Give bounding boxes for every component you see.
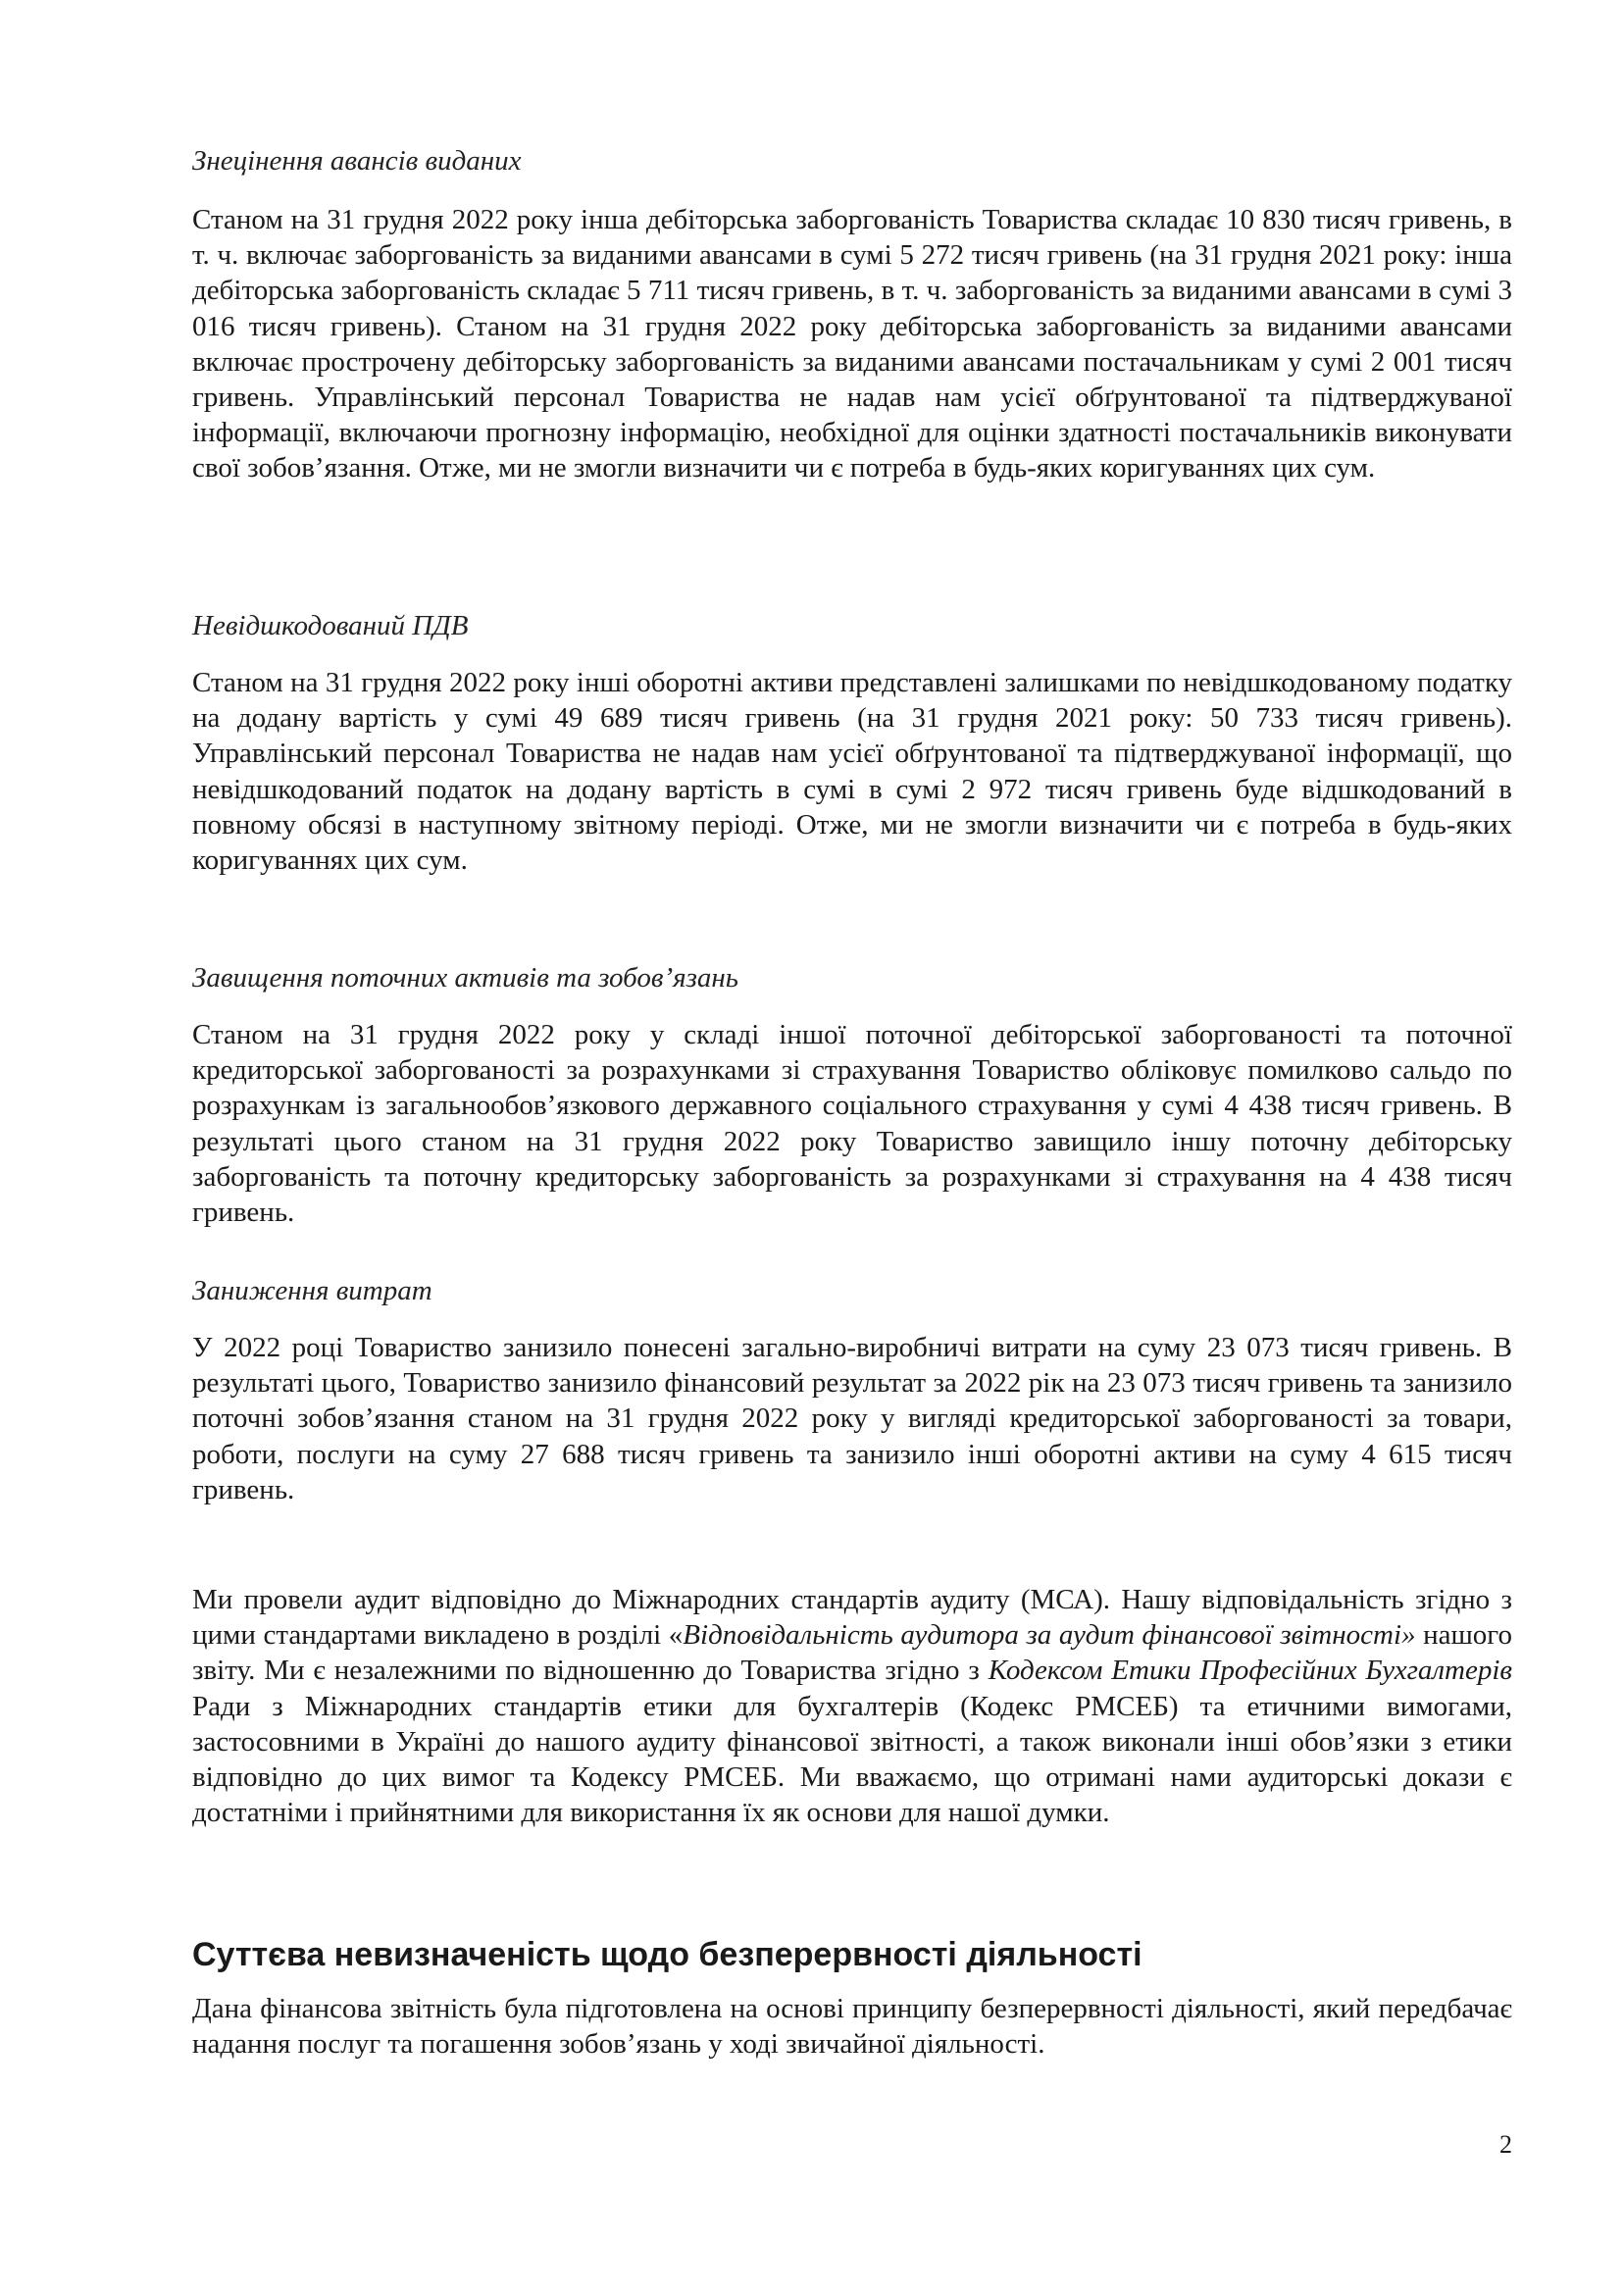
section-heading-vat: Невідшкодований ПДВ: [192, 610, 469, 641]
section-text-advances: Станом на 31 грудня 2022 року інша дебіторська заборгованість Товариства складає 10 830 тисяч гривень, в т. ч. включає заборгованість за виданими авансами в сумі 5 272 тисяч гривень (на 31 грудня 2021 року: інша дебіторська заборгованість складає 5 711 тисяч гривень, в т. ч. заборгованість за виданими авансами в сумі 3 016 тисяч гривень). Станом на 31 грудня 2022 року дебіторська заборгованість за виданими авансами включає прострочену дебіторську заборгованість за виданими авансами постачальникам у сумі 2 001 тисяч гривень. Управлінський персонал Товариства не надав нам усієї обґрунтованої та підтверджуваної інформації, включаючи прогнозну інформацію, необхідної для оцінки здатності постачальників виконувати свої зобов’язання. Отже, ми не змогли визначити чи є потреба в будь-яких коригуваннях цих сум.: [192, 204, 1512, 484]
section-text-overstatement: Станом на 31 грудня 2022 року у складі іншої поточної дебіторської заборгованості та поточної кредиторської заборгованості за розрахунками зі страхування Товариство обліковує помилково сальдо по розрахункам із загальнообов’язкового державного соціального страхування у сумі 4 438 тисяч гривень. В результаті цього станом на 31 грудня 2022 року Товариство завищило іншу поточну дебіторську заборгованість та поточну кредиторську заборгованість за розрахунками зі страхування на 4 438 тисяч гривень.: [192, 1019, 1512, 1229]
audit-text-italic-responsibility: Відповідальність аудитора за аудит фінансової звітності»: [683, 1619, 1416, 1652]
audit-text-italic-code: Кодексом Етики Професійних Бухгалтерів: [988, 1655, 1512, 1687]
going-concern-heading: Суттєва невизначеність щодо безперервності діяльності: [192, 1936, 1142, 1973]
page-number: 2: [1499, 2130, 1512, 2159]
going-concern-text: Дана фінансова звітність була підготовлена на основі принципу безперервності діяльності, який передбачає надання послуг та погашення зобов’язань у ході звичайної діяльності.: [192, 1993, 1512, 2061]
audit-basis-paragraph: [192, 1582, 1512, 1830]
section-advances: [192, 143, 1512, 486]
section-overstatement: [192, 960, 1512, 1230]
section-heading-advances: Знецінення авансів виданих: [192, 145, 522, 177]
audit-basis-text: [192, 1582, 1512, 1830]
section-going-concern: [192, 1934, 1512, 2062]
section-text-vat: Станом на 31 грудня 2022 року інші оборотні активи представлені залишками по невідшкодованому податку на додану вартість у сумі 49 689 тисяч гривень (на 31 грудня 2021 року: 50 733 тисяч гривень). Управлінський персонал Товариства не надав нам усієї обґрунтованої та підтверджуваної інформації, що невідшкодований податок на додану вартість в сумі в сумі 2 972 тисяч гривень буде відшкодований в повному обсязі в наступному звітному періоді. Отже, ми не змогли визначити чи є потреба в будь-яких коригуваннях цих сум.: [192, 667, 1512, 877]
document-page: [192, 0, 1512, 2294]
section-heading-overstatement: Завищення поточних активів та зобов’язань: [192, 962, 739, 994]
section-heading-understatement: Заниження витрат: [192, 1275, 432, 1306]
audit-text-part2: нашого звіту. Ми є незалежними по відношенню до Товариства згідно з: [192, 1619, 1512, 1687]
section-understatement: [192, 1273, 1512, 1507]
audit-text-part1: Ми провели аудит відповідно до Міжнародних стандартів аудиту (МСА). Нашу відповідальність згідно з цими стандартами викладено в розділі «: [192, 1584, 1512, 1652]
section-text-understatement: У 2022 році Товариство занизило понесені загально-виробничі витрати на суму 23 073 тисяч гривень. В результаті цього, Товариство занизило фінансовий результат за 2022 рік на 23 073 тисяч гривень та занизило поточні зобов’язання станом на 31 грудня 2022 року у вигляді кредиторської заборгованості за товари, роботи, послуги на суму 27 688 тисяч гривень та занизило інші оборотні активи на суму 4 615 тисяч гривень.: [192, 1332, 1512, 1505]
section-vat: [192, 608, 1512, 878]
audit-text-part3: Ради з Міжнародних стандартів етики для бухгалтерів (Кодекс РМСЕБ) та етичними вимогами, застосовними в Україні до нашого аудиту фінансової звітності, а також виконали інші обов’язки з етики відповідно до цих вимог та Кодексу РМСЕБ. Ми вважаємо, що отримані нами аудиторські докази є достатніми і прийнятними для використання їх як основи для нашої думки.: [192, 1690, 1512, 1829]
